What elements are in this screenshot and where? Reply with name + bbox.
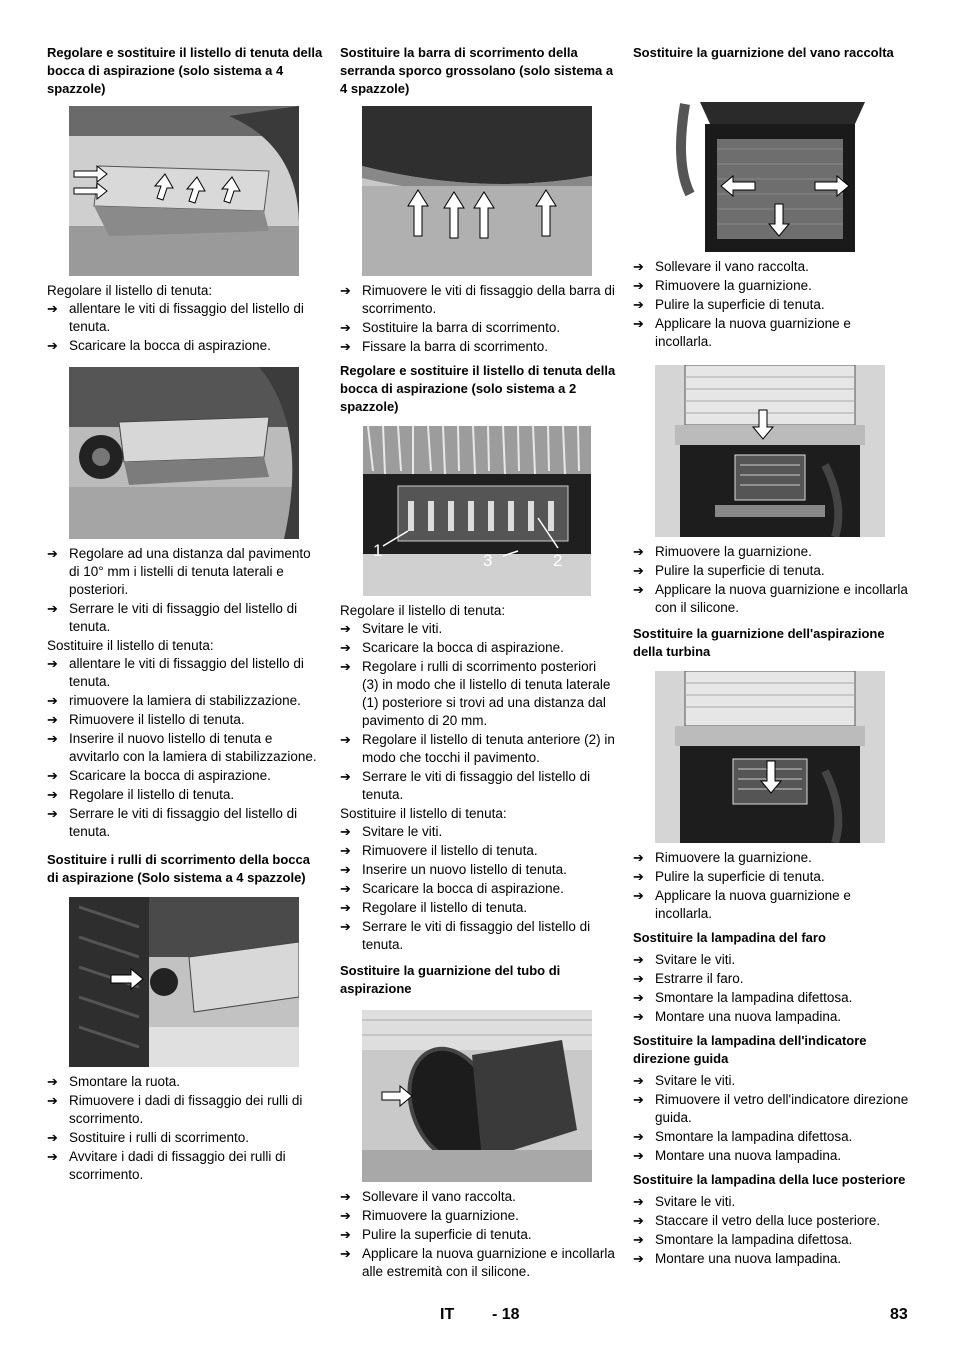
list-item: ➔ Serrare le viti di fissaggio del listello di tenuta. bbox=[47, 806, 298, 839]
arrow-right-icon: ➔ bbox=[633, 1194, 644, 1209]
photo-rollers bbox=[69, 897, 299, 1067]
list-item: ➔ Regolare il listello di tenuta. bbox=[340, 900, 528, 915]
list-item: ➔ rimuovere la lamiera di stabilizzazione. bbox=[47, 693, 301, 708]
list-item: ➔ Smontare la lampadina difettosa. bbox=[633, 1129, 853, 1144]
list-item: ➔ Rimuovere la guarnizione. bbox=[633, 278, 812, 293]
arrow-right-icon: ➔ bbox=[633, 952, 644, 967]
arrow-right-icon: ➔ bbox=[340, 732, 351, 747]
text-adjust-intro: Regolare il listello di tenuta: bbox=[340, 603, 506, 618]
heading-rear-light-bulb: Sostituire la lampadina della luce posteriore bbox=[633, 1172, 906, 1187]
arrow-right-icon: ➔ bbox=[340, 339, 351, 354]
arrow-right-icon: ➔ bbox=[633, 563, 644, 578]
list-item: ➔ allentare le viti di fissaggio del listello di tenuta. bbox=[47, 656, 304, 689]
list-item: ➔ Regolare il listello di tenuta anteriore (2) in modo che tocchi il pavimento. bbox=[340, 732, 615, 765]
list-item: ➔ Smontare la lampadina difettosa. bbox=[633, 1232, 853, 1247]
list-item: ➔ Applicare la nuova guarnizione e incollarla alle estremità con il silicone. bbox=[340, 1246, 615, 1279]
list-item: ➔ Applicare la nuova guarnizione e incollarla. bbox=[633, 888, 851, 921]
list-item: ➔ Pulire la superficie di tenuta. bbox=[340, 1227, 532, 1242]
heading-adjust-seal-4brush: Regolare e sostituire il listello di tenuta della bocca di aspirazione (solo sistema a 4 spazzole) bbox=[47, 45, 323, 96]
arrow-right-icon: ➔ bbox=[340, 862, 351, 877]
arrow-right-icon: ➔ bbox=[340, 1189, 351, 1204]
arrow-right-icon: ➔ bbox=[47, 731, 58, 746]
arrow-right-icon: ➔ bbox=[340, 1208, 351, 1223]
photo-seal-2brush bbox=[363, 426, 591, 596]
arrow-right-icon: ➔ bbox=[633, 1148, 644, 1163]
list-item: ➔ Scaricare la bocca di aspirazione. bbox=[340, 881, 564, 896]
list-item: ➔ Staccare il vetro della luce posteriore. bbox=[633, 1213, 881, 1228]
arrow-right-icon: ➔ bbox=[340, 843, 351, 858]
list-item: ➔ Svitare le viti. bbox=[633, 1194, 736, 1209]
arrow-right-icon: ➔ bbox=[47, 656, 58, 671]
list-item: ➔ Scaricare la bocca di aspirazione. bbox=[340, 640, 564, 655]
arrow-right-icon: ➔ bbox=[633, 971, 644, 986]
arrow-right-icon: ➔ bbox=[340, 919, 351, 934]
arrow-right-icon: ➔ bbox=[47, 1149, 58, 1164]
list-item: ➔ Sollevare il vano raccolta. bbox=[633, 259, 809, 274]
list-item: ➔ Applicare la nuova guarnizione e incollarla con il silicone. bbox=[633, 582, 908, 615]
arrow-right-icon: ➔ bbox=[633, 1213, 644, 1228]
list-item: ➔ Serrare le viti di fissaggio del listello di tenuta. bbox=[340, 919, 591, 952]
list-item: ➔ Smontare la lampadina difettosa. bbox=[633, 990, 853, 1005]
footer-section-page: - 18 bbox=[492, 1306, 520, 1323]
arrow-right-icon: ➔ bbox=[47, 787, 58, 802]
list-item: ➔ Rimuovere le viti di fissaggio della barra di scorrimento. bbox=[340, 283, 615, 316]
list-item: ➔ Svitare le viti. bbox=[340, 824, 443, 839]
list-item: ➔ Sostituire i rulli di scorrimento. bbox=[47, 1130, 250, 1145]
arrow-right-icon: ➔ bbox=[47, 1074, 58, 1089]
list-item: ➔ Svitare le viti. bbox=[340, 621, 443, 636]
list-item: ➔ Applicare la nuova guarnizione e incollarla. bbox=[633, 316, 851, 349]
arrow-right-icon: ➔ bbox=[340, 621, 351, 636]
photo-turbine-seal bbox=[655, 671, 885, 843]
column-1 bbox=[47, 44, 323, 1185]
photo-skid-bar bbox=[362, 106, 592, 276]
arrow-right-icon: ➔ bbox=[47, 712, 58, 727]
list-item: ➔ Regolare i rulli di scorrimento posteriori (3) in modo che il listello di tenuta laterale (1) posteriore si trovi ad una distanza dal pavimento di 20 mm. bbox=[340, 659, 611, 728]
list-item: ➔ Sollevare il vano raccolta. bbox=[340, 1189, 516, 1204]
list-item: ➔ Rimuovere la guarnizione. bbox=[633, 850, 812, 865]
arrow-right-icon: ➔ bbox=[340, 283, 351, 298]
heading-adjust-seal-2brush: Regolare e sostituire il listello di tenuta della bocca di aspirazione (solo sistema a 2 spazzole) bbox=[340, 363, 616, 414]
arrow-right-icon: ➔ bbox=[633, 316, 644, 331]
arrow-right-icon: ➔ bbox=[47, 1130, 58, 1145]
arrow-right-icon: ➔ bbox=[340, 1246, 351, 1261]
arrow-right-icon: ➔ bbox=[47, 693, 58, 708]
arrow-right-icon: ➔ bbox=[340, 824, 351, 839]
list-item: ➔ Rimuovere il vetro dell'indicatore direzione guida. bbox=[633, 1092, 909, 1125]
arrow-right-icon: ➔ bbox=[340, 1227, 351, 1242]
text-replace-intro: Sostituire il listello di tenuta: bbox=[340, 806, 507, 821]
arrow-right-icon: ➔ bbox=[633, 850, 644, 865]
list-item: ➔ allentare le viti di fissaggio del listello di tenuta. bbox=[47, 301, 304, 334]
list-item: ➔ Pulire la superficie di tenuta. bbox=[633, 869, 825, 884]
arrow-right-icon: ➔ bbox=[633, 1073, 644, 1088]
list-item: ➔ Rimuovere i dadi di fissaggio dei rulli di scorrimento. bbox=[47, 1093, 303, 1126]
list-item: ➔ Smontare la ruota. bbox=[47, 1074, 181, 1089]
arrow-right-icon: ➔ bbox=[633, 869, 644, 884]
arrow-right-icon: ➔ bbox=[633, 297, 644, 312]
arrow-right-icon: ➔ bbox=[47, 301, 58, 316]
list-item: ➔ Regolare il listello di tenuta. bbox=[47, 787, 235, 802]
arrow-right-icon: ➔ bbox=[633, 990, 644, 1005]
list-item: ➔ Pulire la superficie di tenuta. bbox=[633, 297, 825, 312]
column-3 bbox=[633, 44, 909, 1269]
arrow-right-icon: ➔ bbox=[633, 582, 644, 597]
heading-replace-suction-tube-seal: Sostituire la guarnizione del tubo di aspirazione bbox=[340, 963, 561, 996]
footer-language: IT bbox=[440, 1306, 455, 1323]
arrow-right-icon: ➔ bbox=[47, 546, 58, 561]
list-item: ➔ Serrare le viti di fissaggio del listello di tenuta. bbox=[340, 769, 591, 802]
list-item: ➔ Inserire un nuovo listello di tenuta. bbox=[340, 862, 567, 877]
photo-suction-tube bbox=[362, 1010, 592, 1182]
list-item: ➔ Montare una nuova lampadina. bbox=[633, 1251, 842, 1266]
list-item: ➔ Fissare la barra di scorrimento. bbox=[340, 339, 549, 354]
arrow-right-icon: ➔ bbox=[633, 544, 644, 559]
arrow-right-icon: ➔ bbox=[633, 1009, 644, 1024]
arrow-right-icon: ➔ bbox=[633, 1092, 644, 1107]
arrow-right-icon: ➔ bbox=[633, 1129, 644, 1144]
list-item: ➔ Pulire la superficie di tenuta. bbox=[633, 563, 825, 578]
list-item: ➔ Scaricare la bocca di aspirazione. bbox=[47, 338, 271, 353]
list-item: ➔ Serrare le viti di fissaggio del listello di tenuta. bbox=[47, 601, 298, 634]
arrow-right-icon: ➔ bbox=[340, 320, 351, 335]
text-replace-intro: Sostituire il listello di tenuta: bbox=[47, 638, 214, 653]
list-item: ➔ Inserire il nuovo listello di tenuta e avvitarlo con la lamiera di stabilizzazione. bbox=[47, 731, 317, 764]
text-adjust-intro: Regolare il listello di tenuta: bbox=[47, 283, 213, 298]
photo-hopper-seal-lifted bbox=[655, 365, 885, 537]
list-item: ➔ Estrarre il faro. bbox=[633, 971, 744, 986]
arrow-right-icon: ➔ bbox=[47, 1093, 58, 1108]
heading-replace-turbine-seal: Sostituire la guarnizione dell'aspirazione della turbina bbox=[633, 626, 885, 659]
heading-replace-rollers: Sostituire i rulli di scorrimento della bocca di aspirazione (Solo sistema a 4 spazzole) bbox=[47, 852, 310, 885]
list-item: ➔ Rimuovere la guarnizione. bbox=[340, 1208, 519, 1223]
list-item: ➔ Scaricare la bocca di aspirazione. bbox=[47, 768, 271, 783]
heading-replace-skid-bar: Sostituire la barra di scorrimento della serranda sporco grossolano (solo sistema a 4 spazzole) bbox=[340, 45, 614, 96]
arrow-right-icon: ➔ bbox=[340, 769, 351, 784]
arrow-right-icon: ➔ bbox=[340, 881, 351, 896]
callout-label-3: 3 bbox=[483, 551, 493, 570]
heading-headlight-bulb: Sostituire la lampadina del faro bbox=[633, 930, 826, 945]
arrow-right-icon: ➔ bbox=[47, 768, 58, 783]
list-item: ➔ Rimuovere il listello di tenuta. bbox=[47, 712, 245, 727]
arrow-right-icon: ➔ bbox=[633, 1232, 644, 1247]
arrow-right-icon: ➔ bbox=[340, 640, 351, 655]
list-item: ➔ Montare una nuova lampadina. bbox=[633, 1009, 842, 1024]
list-item: ➔ Svitare le viti. bbox=[633, 1073, 736, 1088]
arrow-right-icon: ➔ bbox=[340, 659, 351, 674]
arrow-right-icon: ➔ bbox=[340, 900, 351, 915]
heading-indicator-bulb: Sostituire la lampadina dell'indicatore direzione guida bbox=[633, 1033, 867, 1066]
arrow-right-icon: ➔ bbox=[47, 338, 58, 353]
heading-replace-hopper-seal: Sostituire la guarnizione del vano raccolta bbox=[633, 45, 894, 60]
callout-label-1: 1 bbox=[373, 541, 383, 560]
photo-seal-strip-adjust bbox=[69, 106, 299, 276]
list-item: ➔ Montare una nuova lampadina. bbox=[633, 1148, 842, 1163]
photo-hopper bbox=[655, 84, 885, 252]
footer-page-number: 83 bbox=[890, 1306, 908, 1323]
arrow-right-icon: ➔ bbox=[633, 278, 644, 293]
callout-label-2: 2 bbox=[553, 551, 563, 570]
arrow-right-icon: ➔ bbox=[633, 1251, 644, 1266]
column-2 bbox=[340, 44, 616, 1282]
arrow-right-icon: ➔ bbox=[633, 888, 644, 903]
photo-seal-strip-side bbox=[69, 367, 299, 539]
list-item: ➔ Sostituire la barra di scorrimento. bbox=[340, 320, 561, 335]
list-item: ➔ Regolare ad una distanza dal pavimento di 10° mm i listelli di tenuta laterali e posteriori. bbox=[47, 546, 311, 597]
list-item: ➔ Avvitare i dadi di fissaggio dei rulli di scorrimento. bbox=[47, 1149, 286, 1182]
list-item: ➔ Rimuovere la guarnizione. bbox=[633, 544, 812, 559]
list-item: ➔ Rimuovere il listello di tenuta. bbox=[340, 843, 538, 858]
arrow-right-icon: ➔ bbox=[633, 259, 644, 274]
arrow-right-icon: ➔ bbox=[47, 806, 58, 821]
list-item: ➔ Svitare le viti. bbox=[633, 952, 736, 967]
arrow-right-icon: ➔ bbox=[47, 601, 58, 616]
